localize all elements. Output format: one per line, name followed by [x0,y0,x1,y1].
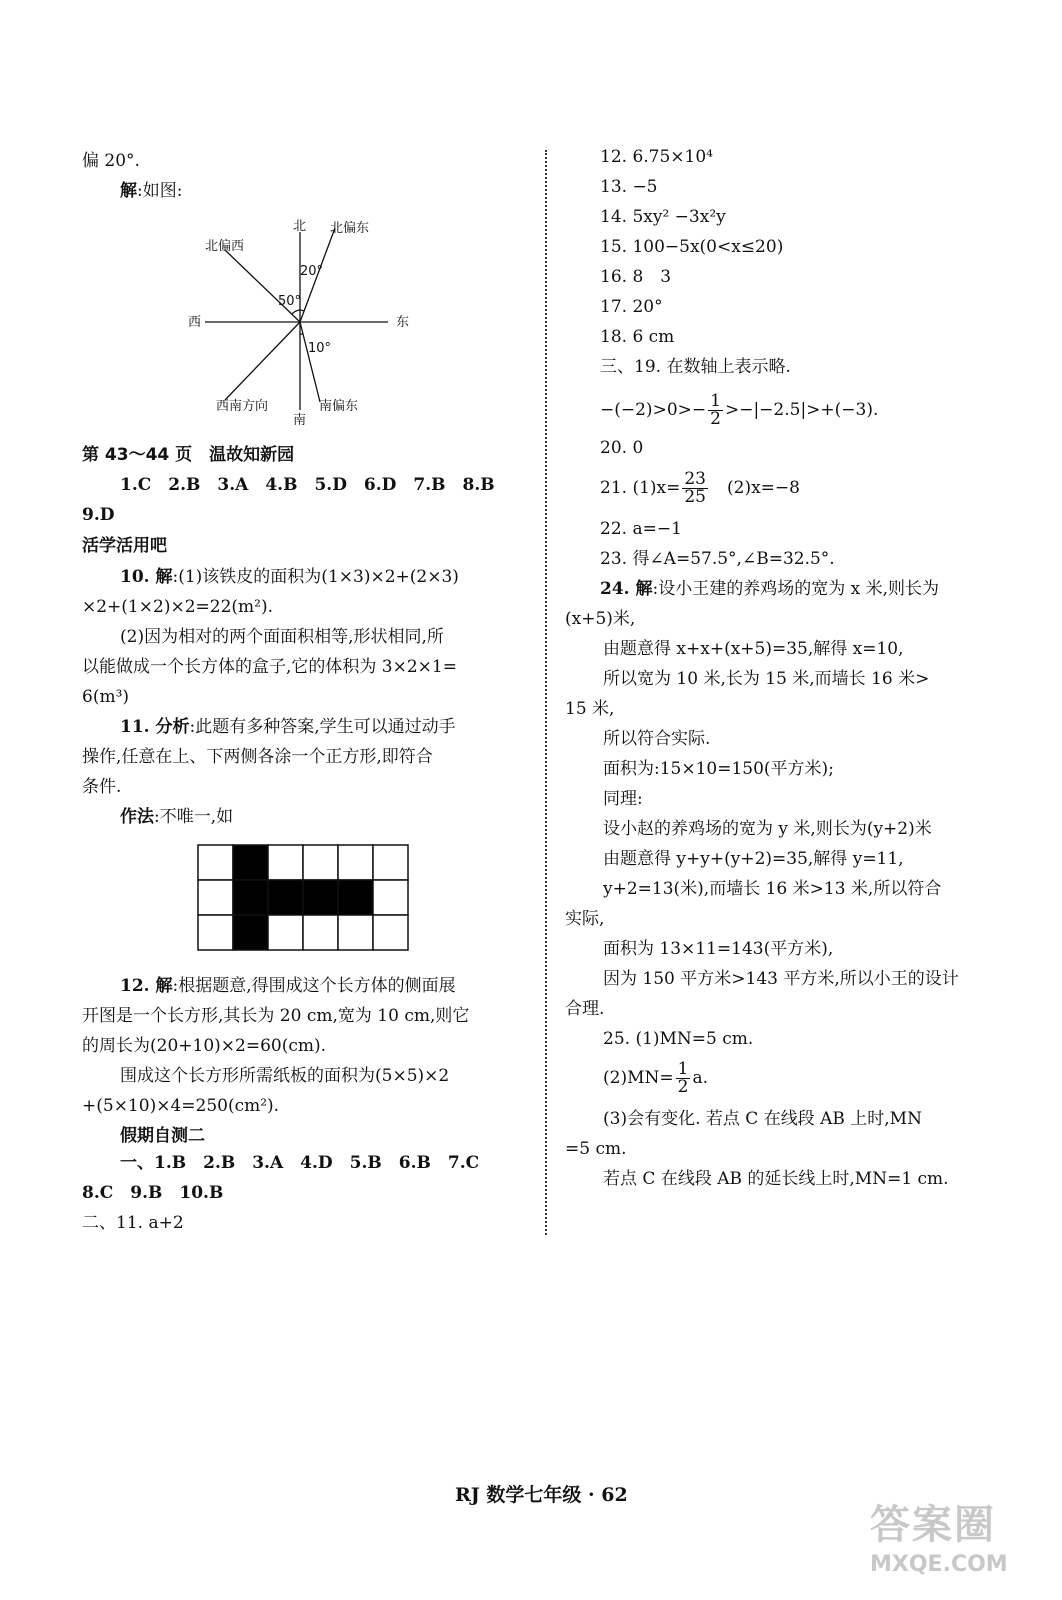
text-line: 因为 150 平方米>143 平方米,所以小王的设计 [603,969,959,989]
answer-line: 13. −5 [600,177,658,197]
text-line: 设小赵的养鸡场的宽为 y 米,则长为(y+2)米 [603,819,932,839]
answer-line: 15. 100−5x(0<x≤20) [600,237,784,257]
text-line [120,716,456,738]
text-line [120,975,456,997]
label-sw: 西南方向 [216,399,269,414]
label-ne: 北偏东 [330,221,370,236]
answer-line: 17. 20° [600,297,663,317]
page-footer: RJ 数学七年级 · 62 [455,1484,628,1506]
answer-line [600,468,800,508]
solution-label: 解 [120,181,137,201]
text-line: 所以符合实际. [603,729,711,749]
watermark [870,1500,1060,1600]
text-span: a. [692,1068,708,1088]
answer-line: 二、11. a+2 [82,1213,184,1233]
question-number: 24. 解 [600,579,653,599]
answer-line: 三、19. 在数轴上表示略. [600,357,791,377]
text-line: (2)因为相对的两个面面积相等,形状相同,所 [120,627,444,647]
text-line: 6(m³) [82,687,130,707]
grid-cell-filled [303,880,338,915]
text-span: 21. (1)x= [600,478,681,498]
label-se: 南偏东 [319,399,359,414]
answer-line: 23. 得∠A=57.5°,∠B=32.5°. [600,549,835,569]
text-line: 由题意得 x+x+(x+5)=35,解得 x=10, [603,639,904,659]
grid-cell [338,845,373,880]
grid-cell [303,845,338,880]
answer-line: 14. 5xy² −3x²y [600,207,726,227]
text-line: 偏 20°. [82,151,140,171]
grid-cell [268,915,303,950]
text-line: 的周长为(20+10)×2=60(cm). [82,1036,327,1056]
numerator: 23 [684,469,706,489]
text-line: 以能做成一个长方体的盒子,它的体积为 3×2×1= [82,657,457,677]
grid-cell-filled [233,845,268,880]
denominator: 2 [710,409,721,429]
answer-line: 20. 0 [600,438,644,458]
text-line: +(5×10)×4=250(cm²). [82,1096,280,1116]
angle-arc [292,310,300,314]
answer-line: 1.C 2.B 3.A 4.B 5.D 6.D 7.B 8.B [120,475,495,495]
text-line: 同理: [603,789,643,809]
label-west: 西 [188,315,202,330]
answer-line: 22. a=−1 [600,519,682,539]
solution-line [120,180,182,202]
text-span: −(−2)>0>− [600,400,707,420]
grid-cell-filled [233,915,268,950]
label-south: 南 [293,413,307,428]
question-number: 12. 解 [120,976,173,996]
grid-cell [373,880,408,915]
text-line: 操作,任意在上、下两侧各涂一个正方形,即符合 [82,747,433,767]
grid-cell-filled [268,880,303,915]
label-angle-10: 10° [308,341,332,356]
text-span: (2)x=−8 [710,478,800,498]
watermark-url: MXQE.COM [870,1552,1008,1577]
text-span: :设小王建的养鸡场的宽为 x 米,则长为 [652,579,940,599]
text-line: 条件. [82,777,122,797]
text-line: 实际, [565,909,605,929]
grid-cell-filled [233,880,268,915]
text-span: :根据题意,得围成这个长方体的侧面展 [172,976,456,996]
question-number: 10. 解 [120,567,173,587]
text-line: 面积为 13×11=143(平方米), [603,939,834,959]
label-angle-20: 20° [300,264,324,279]
label-angle-50: 50° [278,294,302,309]
text-line: 15 米, [565,699,615,719]
answer-line: 9.D [82,505,115,525]
text-span: >−|−2.5|>+(−3). [724,400,879,420]
compass-diagram [180,210,440,430]
grid-cell [198,845,233,880]
question-number: 11. 分析 [120,717,190,737]
column-divider [545,150,547,1235]
grid-cell [373,915,408,950]
section-heading: 假期自测二 [120,1126,205,1146]
watermark-logo-text: 答案圈 [870,1502,996,1548]
text-span: (2)MN= [603,1068,674,1088]
answer-line: 16. 8 3 [600,267,672,287]
text-line: (3)会有变化. 若点 C 在线段 AB 上时,MN [603,1109,922,1129]
numerator: 1 [710,391,721,411]
text-span: :(1)该铁皮的面积为(1×3)×2+(2×3) [172,567,459,587]
grid-cell [198,915,233,950]
text-line: =5 cm. [565,1139,627,1159]
grid-cell-filled [338,880,373,915]
nw-ray [225,250,300,322]
label-nw: 北偏西 [205,239,245,254]
solution-text: :如图: [137,181,183,201]
text-line [603,1058,708,1098]
text-span: :此题有多种答案,学生可以通过动手 [189,717,456,737]
text-line: 合理. [565,999,605,1019]
fraction [682,471,708,506]
text-line: ×2+(1×2)×2=22(m²). [82,597,273,617]
text-line: 25. (1)MN=5 cm. [603,1029,754,1049]
label-north: 北 [293,219,307,234]
answer-line [600,390,878,430]
sw-ray [225,322,300,400]
text-line [600,578,939,600]
grid-cell [303,915,338,950]
answer-line: 一、1.B 2.B 3.A 4.D 5.B 6.B 7.C [120,1153,480,1173]
answer-line: 18. 6 cm [600,327,675,347]
text-line: 若点 C 在线段 AB 的延长线上时,MN=1 cm. [603,1169,949,1189]
text-line [120,566,459,588]
text-line: y+2=13(米),而墙长 16 米>13 米,所以符合 [603,879,942,899]
answer-line: 12. 6.75×10⁴ [600,147,713,167]
denominator: 25 [684,487,706,507]
fraction [676,1061,691,1096]
grid-cell [198,880,233,915]
grid-cell [373,845,408,880]
text-line [120,806,233,828]
grid-figure [196,843,410,953]
text-line: 开图是一个长方形,其长为 20 cm,宽为 10 cm,则它 [82,1006,470,1026]
section-heading: 活学活用吧 [82,536,167,556]
numerator: 1 [677,1059,689,1079]
text-line: 围成这个长方形所需纸板的面积为(5×5)×2 [120,1066,450,1086]
text-span: :不唯一,如 [154,807,234,827]
text-line: (x+5)米, [565,609,636,629]
method-label: 作法 [120,807,154,827]
fraction [708,393,723,428]
answer-line: 8.C 9.B 10.B [82,1183,224,1203]
grid-cell [268,845,303,880]
label-east: 东 [396,315,410,330]
text-line: 面积为:15×10=150(平方米); [603,759,834,779]
text-line: 由题意得 y+y+(y+2)=35,解得 y=11, [603,849,904,869]
grid-cell [338,915,373,950]
text-line: 所以宽为 10 米,长为 15 米,而墙长 16 米> [603,669,930,689]
denominator: 2 [677,1077,689,1097]
section-heading: 第 43～44 页 温故知新园 [82,445,295,465]
